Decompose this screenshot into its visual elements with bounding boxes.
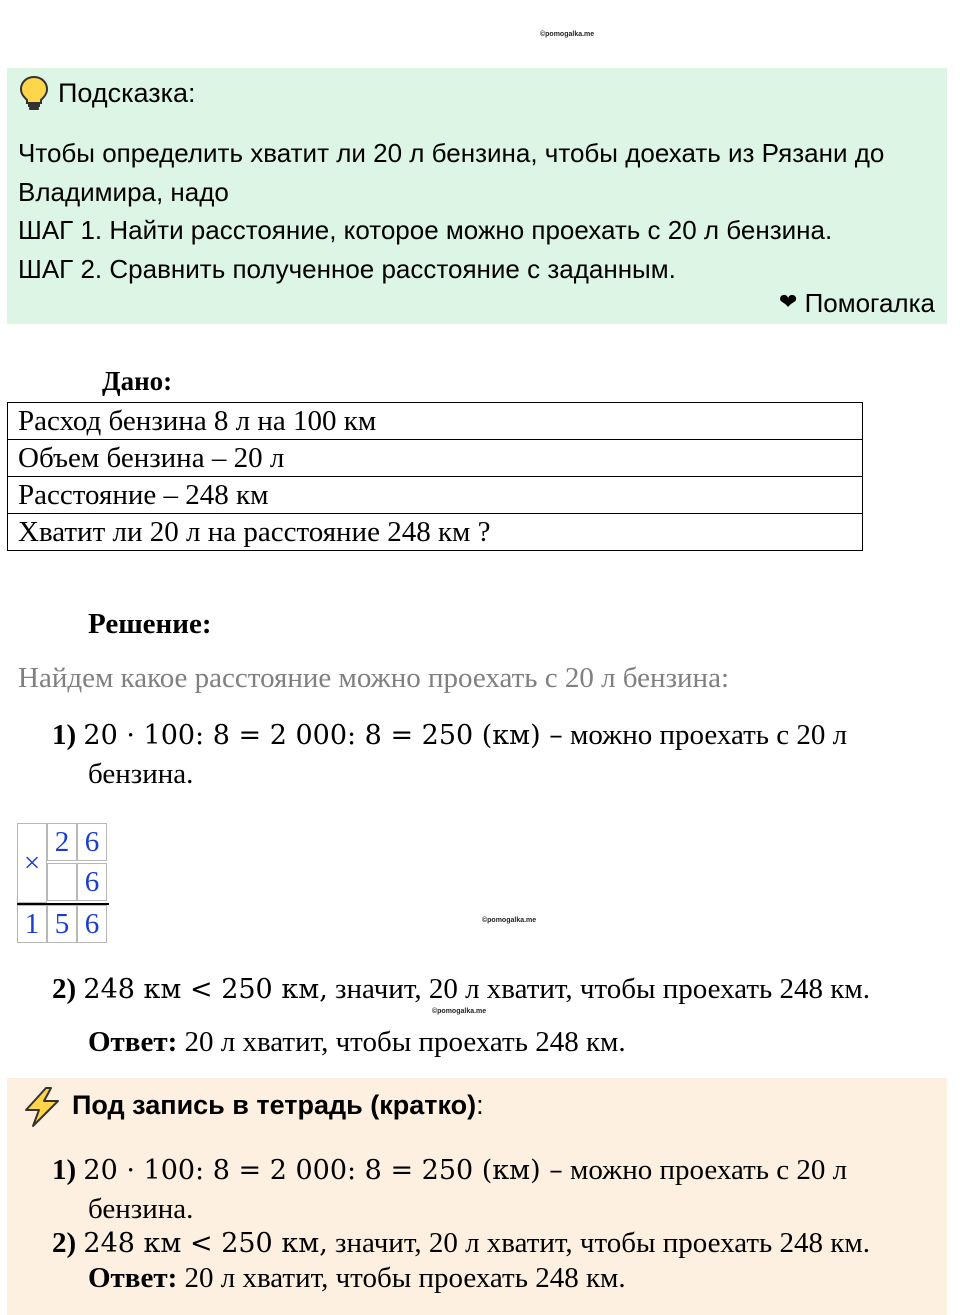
- step-text: значит, 20 л хватит, чтобы проехать 248 км.: [327, 1227, 870, 1259]
- multiplication-grid: [17, 823, 109, 943]
- hint-title: Подсказка:: [58, 78, 196, 108]
- lightning-icon: [20, 1086, 64, 1133]
- notes-step-2: [52, 1224, 952, 1263]
- step-math: 20 · 100: 8 = 2 000: 8 = 250 (км) –: [83, 1155, 563, 1186]
- hint-step-2-label: ШАГ 2.: [18, 253, 103, 284]
- hint-step-1: [18, 211, 938, 250]
- step-text: значит, 20 л хватит, чтобы проехать 248 км.: [327, 973, 870, 1005]
- hint-intro: Чтобы определить хватит ли 20 л бензина, чтобы доехать из Рязани до Владимира, надо: [18, 138, 885, 207]
- solution-answer: [88, 1026, 626, 1059]
- step-math: 20 · 100: 8 = 2 000: 8 = 250 (км) –: [83, 720, 563, 751]
- given-row: [8, 440, 863, 477]
- given-table: [7, 402, 863, 551]
- step-text: можно проехать с 20 л: [562, 1154, 848, 1186]
- solution-step-1: [52, 716, 932, 793]
- watermark-middle: ©pomogalka.me: [482, 917, 537, 924]
- step-number: 2): [52, 973, 77, 1005]
- solution-step-2: [52, 970, 952, 1009]
- step-math: 248 км < 250 км,: [83, 974, 328, 1005]
- given-cell: Расход бензина 8 л на 100 км: [8, 403, 863, 440]
- digit-cell: 2: [47, 823, 77, 861]
- given-row: [8, 514, 863, 551]
- given-title: Дано:: [102, 366, 173, 396]
- step-text: можно проехать с 20 л: [562, 719, 848, 751]
- multiply-sign: ×: [17, 823, 47, 903]
- step-number: 1): [52, 719, 77, 751]
- hint-step-1-label: ШАГ 1.: [18, 215, 103, 245]
- given-cell: Хватит ли 20 л на расстояние 248 км ?: [8, 514, 863, 551]
- notes-title: [72, 1090, 484, 1121]
- empty-cell: [47, 863, 77, 901]
- step-number: 1): [52, 1154, 77, 1186]
- hint-step-1-text: Найти расстояние, которое можно проехать с 20 л бензина.: [102, 215, 833, 245]
- heart-icon: ❤: [778, 289, 798, 314]
- watermark-top: ©pomogalka.me: [540, 31, 595, 38]
- answer-text: 20 л хватит, чтобы проехать 248 км.: [177, 1262, 626, 1294]
- step-continuation: бензина.: [88, 1193, 194, 1225]
- hint-step-2-text: Сравнить полученное расстояние с заданным.: [102, 253, 676, 284]
- digit-cell: 5: [47, 905, 77, 943]
- given-row: [8, 477, 863, 514]
- digit-cell: 6: [77, 823, 107, 861]
- notes-answer: [88, 1262, 626, 1295]
- notes-step-1: [52, 1151, 932, 1228]
- watermark-bottom: ©pomogalka.me: [432, 1008, 487, 1015]
- answer-label: Ответ:: [88, 1026, 178, 1058]
- step-number: 2): [52, 1227, 77, 1259]
- hint-text: [18, 134, 938, 288]
- signature-text: Помогалка: [804, 288, 935, 318]
- solution-title: Решение:: [88, 608, 212, 640]
- digit-cell: 1: [17, 905, 47, 943]
- given-row: [8, 403, 863, 440]
- step-math: 248 км < 250 км,: [83, 1228, 328, 1259]
- notes-title-text: Под запись в тетрадь (кратко): [72, 1090, 477, 1120]
- given-cell: Объем бензина – 20 л: [8, 440, 863, 477]
- digit-cell: 6: [77, 863, 107, 901]
- answer-text: 20 л хватит, чтобы проехать 248 км.: [177, 1026, 626, 1058]
- answer-label: Ответ:: [88, 1262, 178, 1294]
- hint-step-2: [18, 250, 938, 289]
- given-cell: Расстояние – 248 км: [8, 477, 863, 514]
- lightbulb-icon: [18, 75, 50, 116]
- solution-intro: Найдем какое расстояние можно проехать с 20 л бензина:: [18, 662, 729, 694]
- step-continuation: бензина.: [88, 758, 194, 790]
- notes-title-colon: :: [476, 1090, 484, 1120]
- hint-signature: [779, 288, 935, 319]
- digit-cell: 6: [77, 905, 107, 943]
